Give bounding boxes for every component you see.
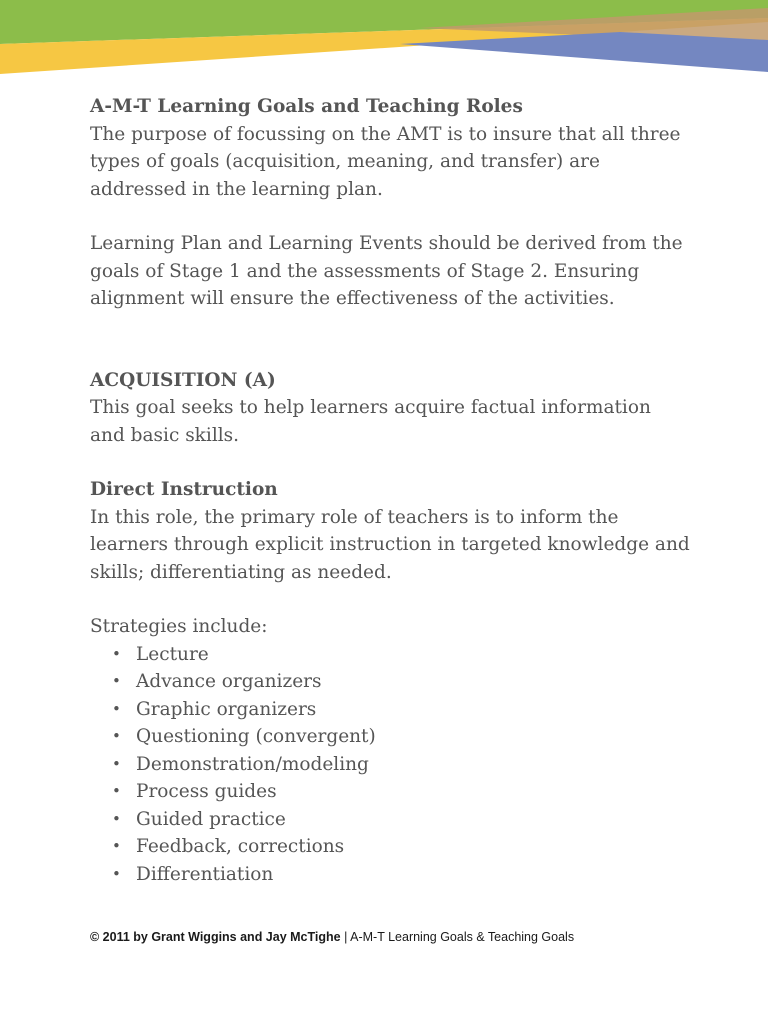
- footer-separator: |: [340, 930, 351, 944]
- direct-instruction-description: In this role, the primary role of teachers is to inform the learners through explicit instruction in targeted knowledge and skills; differentiating as needed.: [90, 506, 690, 583]
- list-item: [112, 806, 690, 834]
- bullet-icon: •: [112, 782, 121, 800]
- bullet-icon: •: [112, 644, 121, 663]
- bullet-icon: •: [112, 727, 121, 745]
- bullet-icon: •: [112, 809, 121, 828]
- bullet-icon: •: [112, 672, 121, 690]
- strategies-intro: Strategies include:: [90, 616, 268, 637]
- header-banner: [0, 0, 768, 80]
- list-item: [112, 778, 690, 806]
- bullet-icon: •: [112, 837, 121, 855]
- list-item-label: Graphic organizers: [136, 698, 317, 720]
- strategies-list: [90, 641, 690, 889]
- acquisition-description: This goal seeks to help learners acquire factual information and basic skills.: [90, 397, 651, 446]
- footer-doc-title: A-M-T Learning Goals & Teaching Goals: [350, 930, 575, 944]
- footer-credit: © 2011 by Grant Wiggins and Jay McTighe: [90, 930, 341, 944]
- list-item-label: Lecture: [136, 643, 209, 665]
- page-footer: [90, 930, 574, 944]
- list-item-label: Guided practice: [136, 808, 286, 830]
- list-item-label: Demonstration/modeling: [136, 753, 369, 775]
- list-item: [112, 641, 690, 669]
- acquisition-heading: ACQUISITION (A): [90, 369, 276, 391]
- list-item: [112, 861, 690, 889]
- direct-instruction-heading: Direct Instruction: [90, 479, 278, 500]
- bullet-icon: •: [112, 699, 121, 718]
- bullet-icon: •: [112, 864, 121, 883]
- document-body: [90, 93, 690, 888]
- list-item-label: Process guides: [136, 781, 277, 802]
- list-item: [112, 833, 690, 861]
- list-item: [112, 696, 690, 724]
- bullet-icon: •: [112, 754, 121, 773]
- list-item: [112, 751, 690, 779]
- intro-paragraph: The purpose of focussing on the AMT is to insure that all three types of goals (acquisition, meaning, and transfer) are addressed in the learning plan.: [90, 123, 681, 200]
- list-item-label: Differentiation: [136, 863, 274, 885]
- list-item: [112, 723, 690, 751]
- alignment-paragraph: Learning Plan and Learning Events should be derived from the goals of Stage 1 and the assessments of Stage 2. Ensuring alignment will ensure the effectiveness of the activities.: [90, 233, 683, 309]
- list-item: [112, 668, 690, 696]
- document-title: A-M-T Learning Goals and Teaching Roles: [90, 96, 523, 117]
- list-item-label: Advance organizers: [136, 671, 322, 692]
- list-item-label: Feedback, corrections: [136, 836, 345, 857]
- list-item-label: Questioning (convergent): [136, 726, 376, 747]
